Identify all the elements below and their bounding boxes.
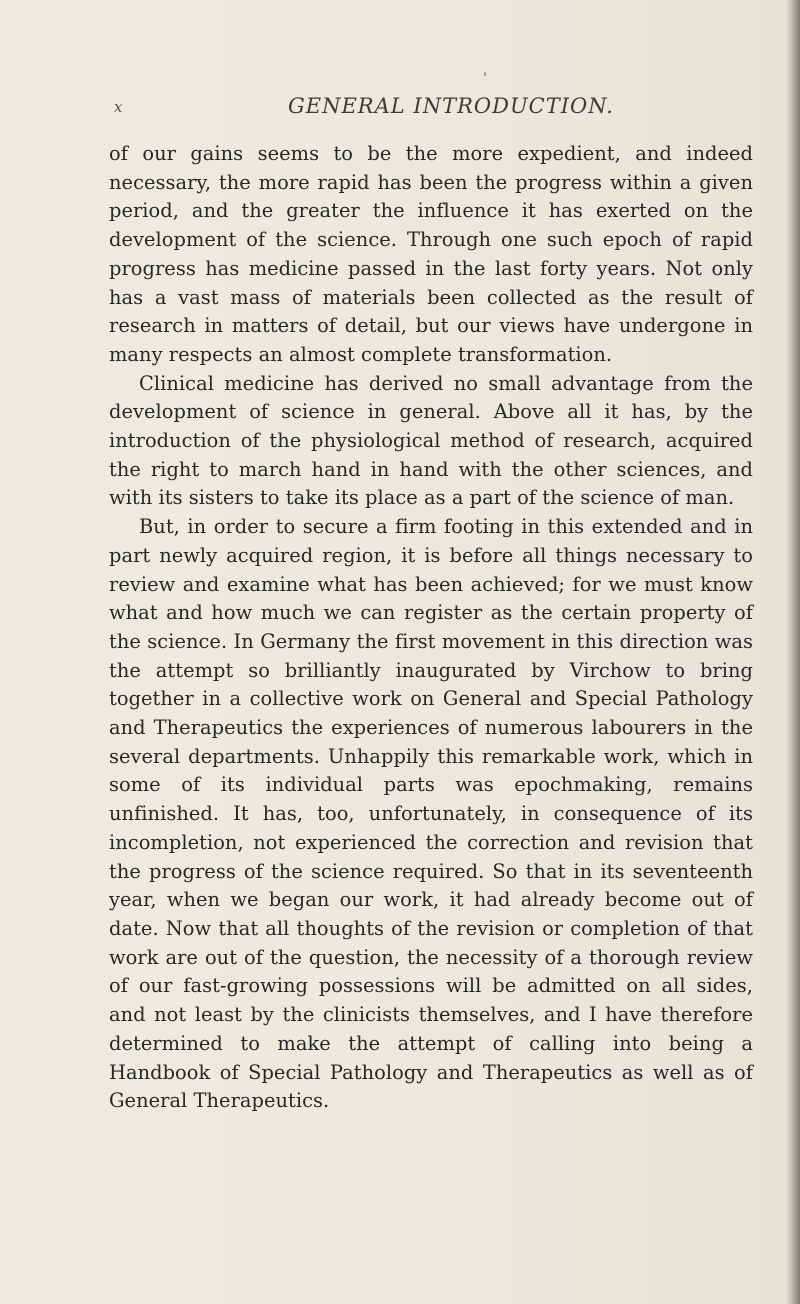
paragraph-continuation: of our gains seems to be the more expedient, and indeed necessary, the more rapid has been the progress within a given period, and the greater the influence it has exerted on the development of the science. Through one such epoch of rapid progress has medicine passed in the last forty years. Not only has a vast mass of materials been collected as the result of research in matters of detail, but our views have undergone in many respects an almost complete transformation.: [109, 142, 753, 366]
page-header: [0, 94, 800, 130]
body-text: [109, 140, 753, 1116]
paragraph-handbook: But, in order to secure a firm footing in this extended and in part newly acquired region, it is before all things necessary to review and examine what has been achieved; for we must know what and how much we can register as the certain property of the science. In Germany the first movement in this direction was the attempt so brilliantly inaugurated by Virchow to bring together in a collective work on General and Special Pathology and Therapeutics the experiences of numerous labourers in the several departments. Unhappily this remarkable work, which in some of its individual parts was epochmaking, remains unfinished. It has, too, unfortunately, in consequence of its incompletion, not experienced the correction and revision that the progress of the science required. So that in its seventeenth year, when we began our work, it had already become out of date. Now that all thoughts of the revision or completion of that work are out of the question, the necessity of a thorough review of our fast-growing possessions will be admitted on all sides, and not least by the clinicists themselves, and I have therefore determined to make the attempt of calling into being a Handbook of Special Pathology and Therapeutics as well as of General Therapeutics.: [109, 515, 753, 1113]
ink-speck: [484, 72, 486, 76]
paragraph-clinical-medicine: Clinical medicine has derived no small advantage from the development of science in general. Above all it has, by the introduction of the physiological method of research, acquired the right to march hand in hand with the other sciences, and with its sisters to take its place as a part of the science of man.: [109, 371, 753, 510]
page-edge-shadow: [786, 0, 800, 1304]
page-number: x: [114, 98, 123, 116]
running-head: GENERAL INTRODUCTION.: [288, 94, 614, 118]
